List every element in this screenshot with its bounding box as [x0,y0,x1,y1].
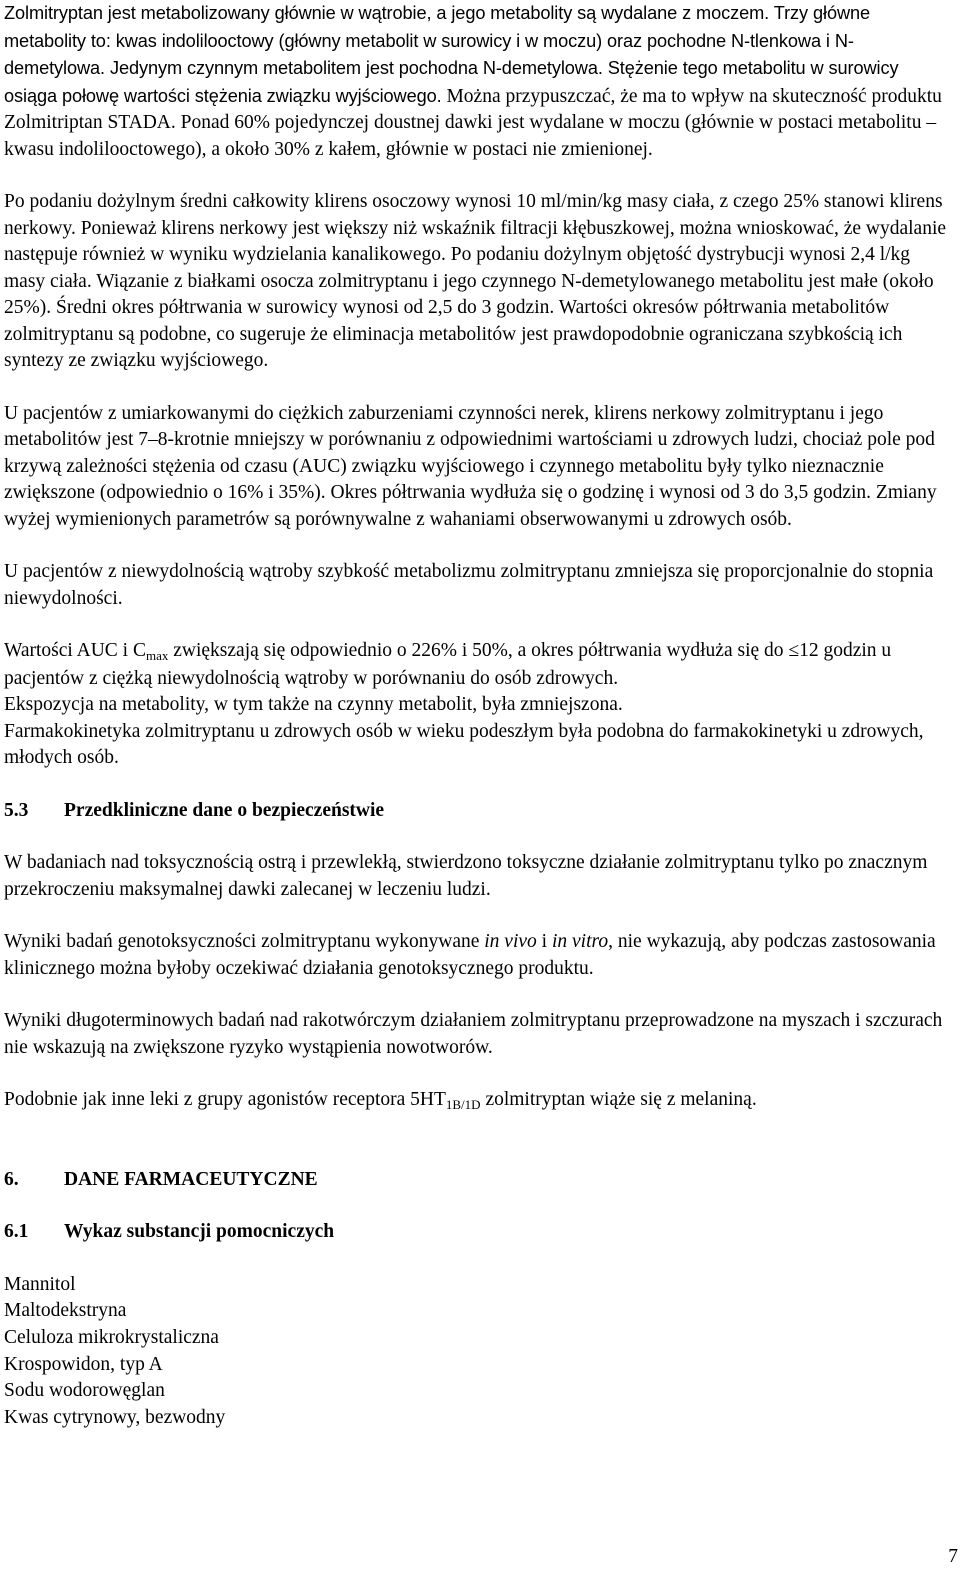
cmax-subscript: max [145,648,169,663]
in-vitro-term: in vitro [551,931,609,952]
paragraph-toxicity: W badaniach nad toksycznością ostrą i przewlekłą, stwierdzono toksyczne działanie zolmitryptanu tylko po znacznym przekroczeniu maksymalnej dawki zalecanej w leczeniu ludzi. [4,852,928,900]
excipient-list [4,1272,954,1432]
list-item: Sodu wodorowęglan [4,1380,165,1402]
paragraph-genotoxicity [4,929,954,982]
genotox-text-a: Wyniki badań genotoksyczności zolmitryptanu wykonywane [4,931,485,952]
list-item: Kwas cytrynowy, bezwodny [4,1407,226,1429]
melanin-text-a: Podobnie jak inne leki z grupy agonistów receptora 5HT [4,1089,446,1110]
section-number: 6. [4,1168,19,1190]
document-page [4,0,954,1432]
section-heading-5-3 [4,798,954,825]
paragraph-renal-impairment: U pacjentów z umiarkowanymi do ciężkich zaburzeniami czynności nerek, klirens nerkowy zolmitryptanu i jego metabolitów jest 7–8-krotnie mniejszy w porównaniu z odpowiednimi wartościami u zdrowych ludzi, chociaż pole pod krzywą zależności stężenia od czasu (AUC) związku wyjściowego i czynnego metabolitu były tylko nieznacznie zwiększone (odpowiednio o 16% i 35%). Okres półtrwania wydłuża się o godzinę i wynosi od 3 do 3,5 godzin. Zmiany wyżej wymienionych parametrów są porównywalne z wahaniami obserwowanymi u zdrowych osób. [4,402,937,530]
section-title: Przedkliniczne dane o bezpieczeństwie [64,799,385,821]
in-vivo-term: in vivo [484,931,537,952]
paragraph-elderly: Farmakokinetyka zolmitryptanu u zdrowych osób w wieku podeszłym była podobna do farmakokinetyki u zdrowych, młodych osób. [4,720,924,768]
list-item: Celuloza mikrokrystaliczna [4,1326,219,1348]
section-number: 5.3 [4,799,29,821]
list-item: Mannitol [4,1273,76,1295]
paragraph-auc-cmax [4,638,954,692]
paragraph-melanin [4,1087,954,1115]
section-title: DANE FARMACEUTYCZNE [64,1168,318,1190]
section-title: Wykaz substancji pomocniczych [64,1221,335,1242]
section-number: 6.1 [4,1221,29,1242]
genotox-text-c: , nie wykazują, aby podczas zastosowania klinicznego można byłoby oczekiwać działania genotoksycznego produktu. [4,931,936,979]
metabolism-text-serif: Można przypuszczać, że ma to wpływ na skuteczność produktu Zolmitriptan STADA. Ponad 60% pojedynczej doustnej dawki jest wydalane w moczu (głównie w postaci metabolitu – kwasu indolilooctowego), a około 30% z kałem, głównie w postaci nie zmienionej. [4,85,942,160]
section-heading-6-1 [4,1219,954,1246]
paragraph-clearance: Po podaniu dożylnym średni całkowity klirens osoczowy wynosi 10 ml/min/kg masy ciała, z czego 25% stanowi klirens nerkowy. Ponieważ klirens nerkowy jest większy niż wskaźnik filtracji kłębuszkowej, można wnioskować, że wydalanie następuje również w wyniku wydzielania kanalikowego. Po podaniu dożylnym objętość dystrybucji wynosi 2,4 l/kg masy ciała. Wiązanie z białkami osocza zolmitryptanu i jego czynnego N-demetylowanego metabolitu jest małe (około 25%). Średni okres półtrwania w surowicy wynosi od 2,5 do 3 godzin. Wartości okresów półtrwania metabolitów zolmitryptanu są podobne, co sugeruje że eliminacja metabolitów jest prawdopodobnie ograniczana szybkością ich syntezy ze związku wyjściowego. [4,191,947,371]
page-number: 7 [948,1546,958,1567]
melanin-text-b: zolmitryptan wiąże się z melaniną. [480,1089,757,1110]
list-item: Krospowidon, typ A [4,1353,163,1375]
auc-text-part2: zwiększają się odpowiednio o 226% i 50%, a okres półtrwania wydłuża się do ≤12 godzin u pacjentów z ciężką niewydolnością wątroby w porównaniu do osób zdrowych. [4,640,892,689]
section-heading-6 [4,1167,954,1194]
genotox-text-b: i [536,931,552,952]
list-item: Maltodekstryna [4,1300,127,1322]
paragraph-metabolism [4,0,954,163]
paragraph-carcinogenicity: Wyniki długoterminowych badań nad rakotwórczym działaniem zolmitryptanu przeprowadzone na myszach i szczurach nie wskazują na zwiększone ryzyko wystąpienia nowotworów. [4,1010,943,1058]
metabolism-text-sans: Zolmitryptan jest metabolizowany głównie w wątrobie, a jego metabolity są wydalane z moczem. Trzy główne metabolity to: kwas indolilooctowy (główny metabolit w surowicy i w moczu) oraz pochodne N-tlenkowa i N-demetylowa. Jedynym czynnym metabolitem jest pochodna N-demetylowa. Stężenie tego metabolitu w surowicy osiąga połowę wartości stężenia związku wyjściowego. [4,3,899,106]
auc-text-part1: Wartości AUC i C [4,640,146,661]
receptor-subscript: 1B/1D [445,1097,481,1112]
paragraph-hepatic-impairment: U pacjentów z niewydolnością wątroby szybkość metabolizmu zolmitryptanu zmniejsza się proporcjonalnie do stopnia niewydolności. [4,561,934,609]
paragraph-metabolite-exposure: Ekspozycja na metabolity, w tym także na czynny metabolit, była zmniejszona. [4,694,623,715]
